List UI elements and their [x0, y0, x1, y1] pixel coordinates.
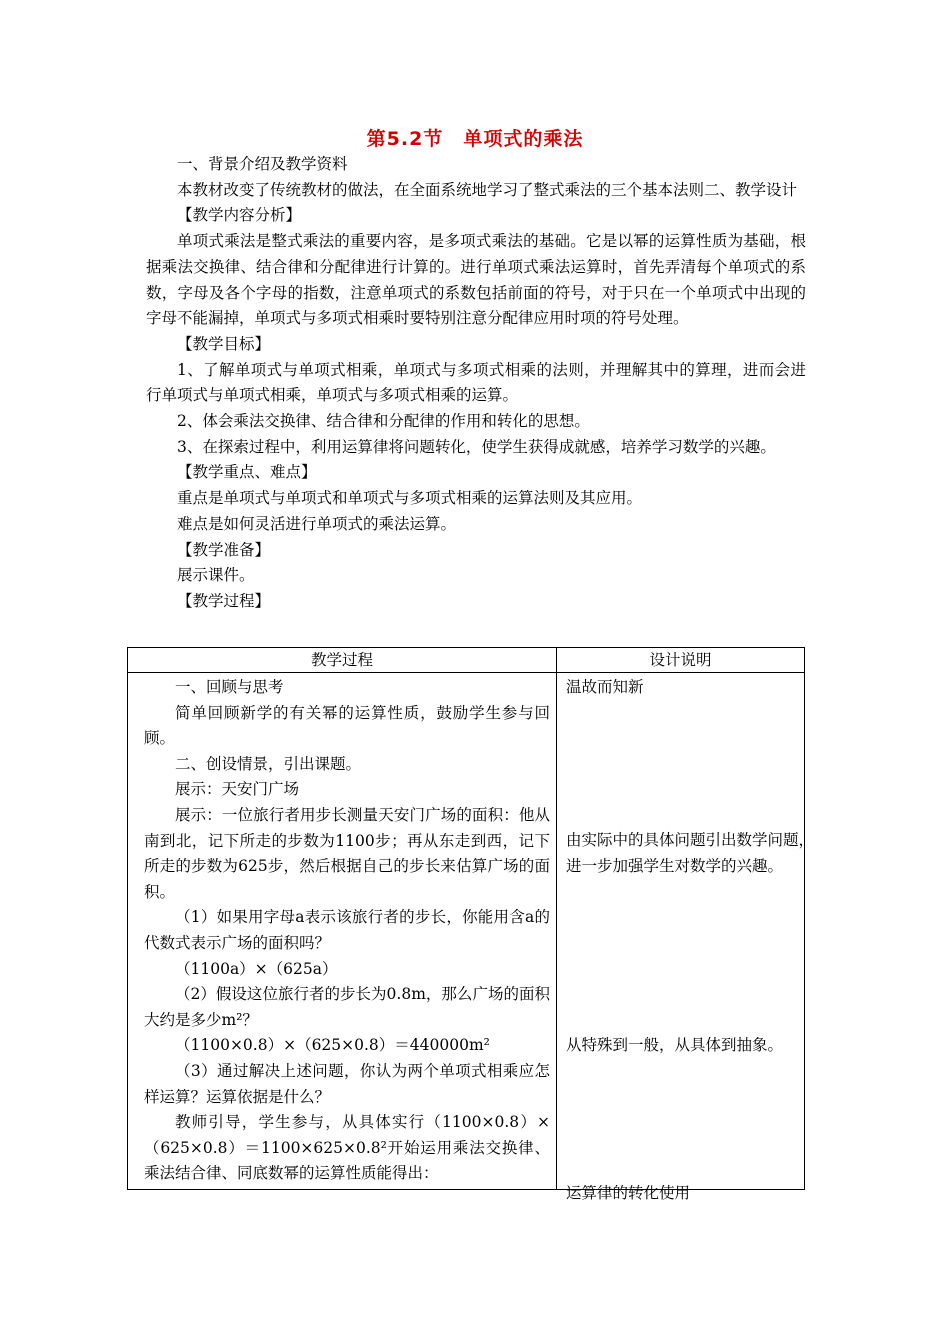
page-title: 第5.2节 单项式的乘法: [366, 128, 584, 150]
process-line: 简单回顾新学的有关幂的运算性质，鼓励学生参与回顾。: [144, 703, 550, 748]
goal-item-2: 2、体会乘法交换律、结合律和分配律的作用和转化的思想。: [177, 412, 590, 431]
design-note: 从特殊到一般，从具体到抽象。: [566, 1036, 784, 1054]
intro-paragraph: 本教材改变了传统教材的做法，在全面系统地学习了整式乘法的三个基本法则二、教学设计: [177, 180, 798, 199]
process-line: 教师引导，学生参与，从具体实行（1100×0.8）×（625×0.8）＝1100×625×0.8²开始运用乘法交换律、乘法结合律、同底数幂的运算性质能得出：: [144, 1113, 550, 1183]
body-text: [146, 152, 806, 615]
process-line: （1）如果用字母a表示该旅行者的步长，你能用含a的代数式表示广场的面积吗？: [144, 908, 550, 952]
preparation-text: 展示课件。: [177, 566, 255, 585]
goal-item-1: 1、了解单项式与单项式相乘，单项式与多项式相乘的法则，并理解其中的算理，进而会进行单项式与单项式相乘，单项式与多项式相乘的运算。: [146, 360, 806, 405]
intro-heading: 一、背景介绍及教学资料: [177, 155, 348, 173]
process-line: （2）假设这位旅行者的步长为0.8m，那么广场的面积大约是多少m²？: [144, 985, 550, 1029]
process-line: 展示：一位旅行者用步长测量天安门广场的面积：他从南到北，记下所走的步数为1100步；再从东走到西，记下所走的步数为625步，然后根据自己的步长来估算广场的面积。: [144, 805, 550, 901]
key-point-focus: 重点是单项式与单项式和单项式与多项式相乘的运算法则及其应用。: [177, 489, 643, 508]
key-point-difficulty: 难点是如何灵活进行单项式的乘法运算。: [177, 514, 457, 533]
teaching-process-table: [127, 647, 815, 1202]
table-row: [128, 673, 805, 1190]
content-analysis-paragraph: 单项式乘法是整式乘法的重要内容，是多项式乘法的基础。它是以幂的运算性质为基础，根据乘法交换律、结合律和分配律进行计算的。进行单项式乘法运算时，首先弄清每个单项式的系数，字母及各个字母的指数，注意单项式的系数包括前面的符号，对于只在一个单项式中出现的字母不能漏掉，单项式与多项式相乘时要特别注意分配律应用时项的符号处理。: [146, 232, 806, 328]
table-header-process: 教学过程: [128, 648, 557, 673]
table-header-row: [128, 648, 805, 673]
process-heading: 【教学过程】: [177, 591, 271, 610]
process-line: 一、回顾与思考: [175, 678, 284, 696]
table-header-notes: 设计说明: [557, 648, 805, 673]
notes-cell: [557, 673, 815, 1202]
design-note: 运算律的转化使用: [566, 1184, 691, 1202]
design-note: 由实际中的具体问题引出数学问题，进一步加强学生对数学的兴趣。: [566, 831, 815, 875]
goal-item-3: 3、在探索过程中，利用运算律将问题转化，使学生获得成就感，培养学习数学的兴趣。: [177, 437, 776, 456]
process-cell: [128, 673, 557, 1190]
content-analysis-heading: 【教学内容分析】: [177, 206, 302, 225]
preparation-heading: 【教学准备】: [177, 540, 271, 559]
goals-heading: 【教学目标】: [177, 334, 271, 353]
process-line: （1100×0.8）×（625×0.8）＝440000m²: [175, 1036, 490, 1055]
key-points-heading: 【教学重点、难点】: [177, 463, 317, 482]
process-line: （1100a）×（625a）: [175, 959, 338, 978]
process-line: （3）通过解决上述问题，你认为两个单项式相乘应怎样运算？运算依据是什么？: [144, 1061, 550, 1106]
process-line: 展示：天安门广场: [175, 780, 300, 799]
process-line: 二、创设情景，引出课题。: [175, 754, 362, 773]
design-note: 温故而知新: [566, 678, 644, 696]
